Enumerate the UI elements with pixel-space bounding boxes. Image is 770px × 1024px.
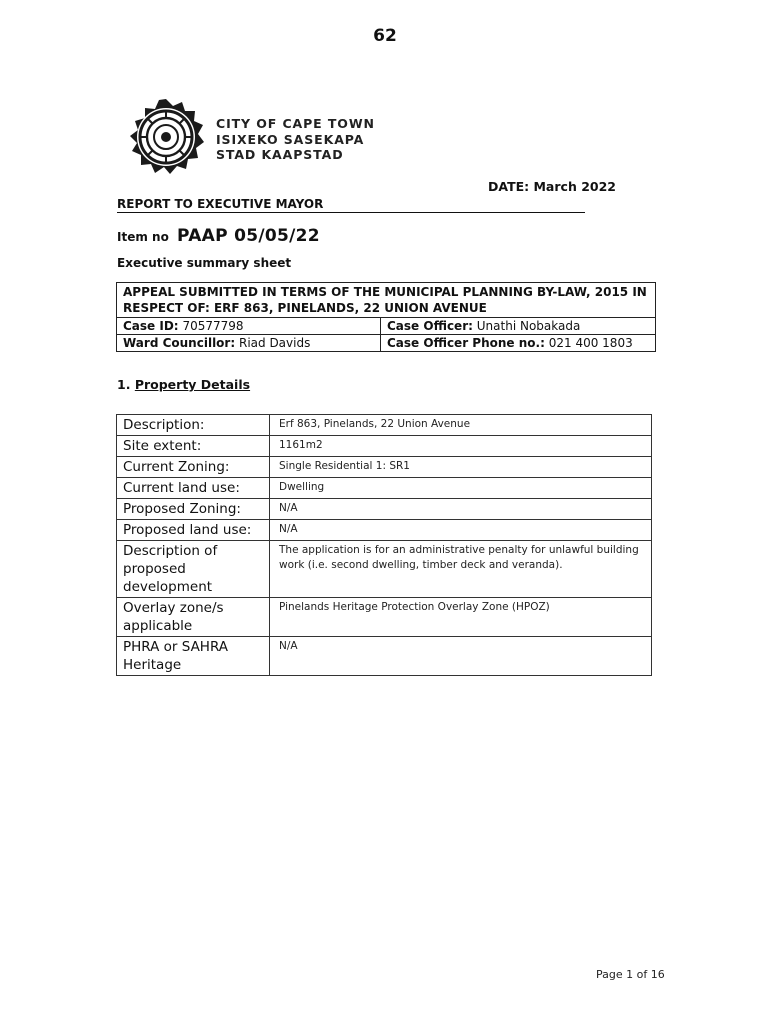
table-row [117, 598, 652, 637]
row-label: PHRA or SAHRA Heritage [117, 637, 270, 676]
summary-row [117, 334, 655, 351]
table-row [117, 499, 652, 520]
row-label: Proposed land use: [117, 520, 270, 541]
city-seal-icon [126, 98, 206, 178]
row-value: N/A [270, 520, 652, 541]
case-id-value: 70577798 [182, 319, 244, 333]
table-row [117, 478, 652, 499]
section-number: 1. [117, 377, 131, 392]
phone-cell: Case Officer Phone no.: 021 400 1803 [387, 336, 633, 350]
row-value: Single Residential 1: SR1 [270, 457, 652, 478]
row-value: N/A [270, 499, 652, 520]
row-value: The application is for an administrative penalty for unlawful building work (i.e. second dwelling, timber deck and veranda). [270, 541, 652, 598]
summary-box [116, 282, 656, 352]
case-id-label: Case ID [123, 319, 174, 333]
appeal-title: APPEAL SUBMITTED IN TERMS OF THE MUNICIPAL PLANNING BY-LAW, 2015 IN RESPECT OF: ERF 863, PINELANDS, 22 UNION AVENUE [123, 285, 647, 315]
case-id-cell: Case ID: 70577798 [117, 318, 381, 334]
page-footer: Page 1 of 16 [596, 968, 665, 981]
row-label: Site extent: [117, 436, 270, 457]
case-officer-cell: Case Officer: Unathi Nobakada [387, 319, 581, 333]
row-value: Dwelling [270, 478, 652, 499]
summary-sheet-label: Executive summary sheet [117, 256, 292, 270]
ward-councillor-cell: Ward Councillor: Riad Davids [117, 335, 381, 351]
row-value: 1161m2 [270, 436, 652, 457]
row-label: Description: [117, 415, 270, 436]
report-date: DATE: March 2022 [488, 179, 616, 194]
table-row [117, 457, 652, 478]
city-name-line: STAD KAAPSTAD [216, 147, 344, 162]
row-value: Erf 863, Pinelands, 22 Union Avenue [270, 415, 652, 436]
row-label: Description of proposed development [117, 541, 270, 598]
property-details-table [116, 414, 652, 676]
item-code: PAAP 05/05/22 [177, 226, 320, 246]
table-row [117, 415, 652, 436]
report-heading: REPORT TO EXECUTIVE MAYOR [117, 197, 585, 213]
row-value: Pinelands Heritage Protection Overlay Zone (HPOZ) [270, 598, 652, 637]
section-title: Property Details [134, 377, 251, 392]
table-row [117, 637, 652, 676]
row-label: Current land use: [117, 478, 270, 499]
city-name-line: CITY OF CAPE TOWN [216, 116, 375, 131]
table-row [117, 436, 652, 457]
phone-value: 021 400 1803 [548, 336, 633, 350]
table-row [117, 541, 652, 598]
city-name-line: ISIXEKO SASEKAPA [216, 131, 365, 147]
ward-councillor-value: Riad Davids [238, 336, 311, 350]
item-number [117, 226, 320, 246]
row-value: N/A [270, 637, 652, 676]
table-row [117, 520, 652, 541]
summary-row [117, 317, 655, 334]
section-heading [117, 377, 250, 392]
page-number: 62 [373, 26, 397, 46]
phone-label: Case Officer Phone no. [387, 336, 541, 350]
case-officer-label: Case Officer [387, 319, 469, 333]
row-label: Proposed Zoning: [117, 499, 270, 520]
row-label: Current Zoning: [117, 457, 270, 478]
item-label: Item no [117, 230, 169, 244]
city-name-lockup [216, 116, 375, 163]
row-label: Overlay zone/s applicable [117, 598, 270, 637]
ward-councillor-label: Ward Councillor [123, 336, 231, 350]
case-officer-value: Unathi Nobakada [476, 319, 581, 333]
